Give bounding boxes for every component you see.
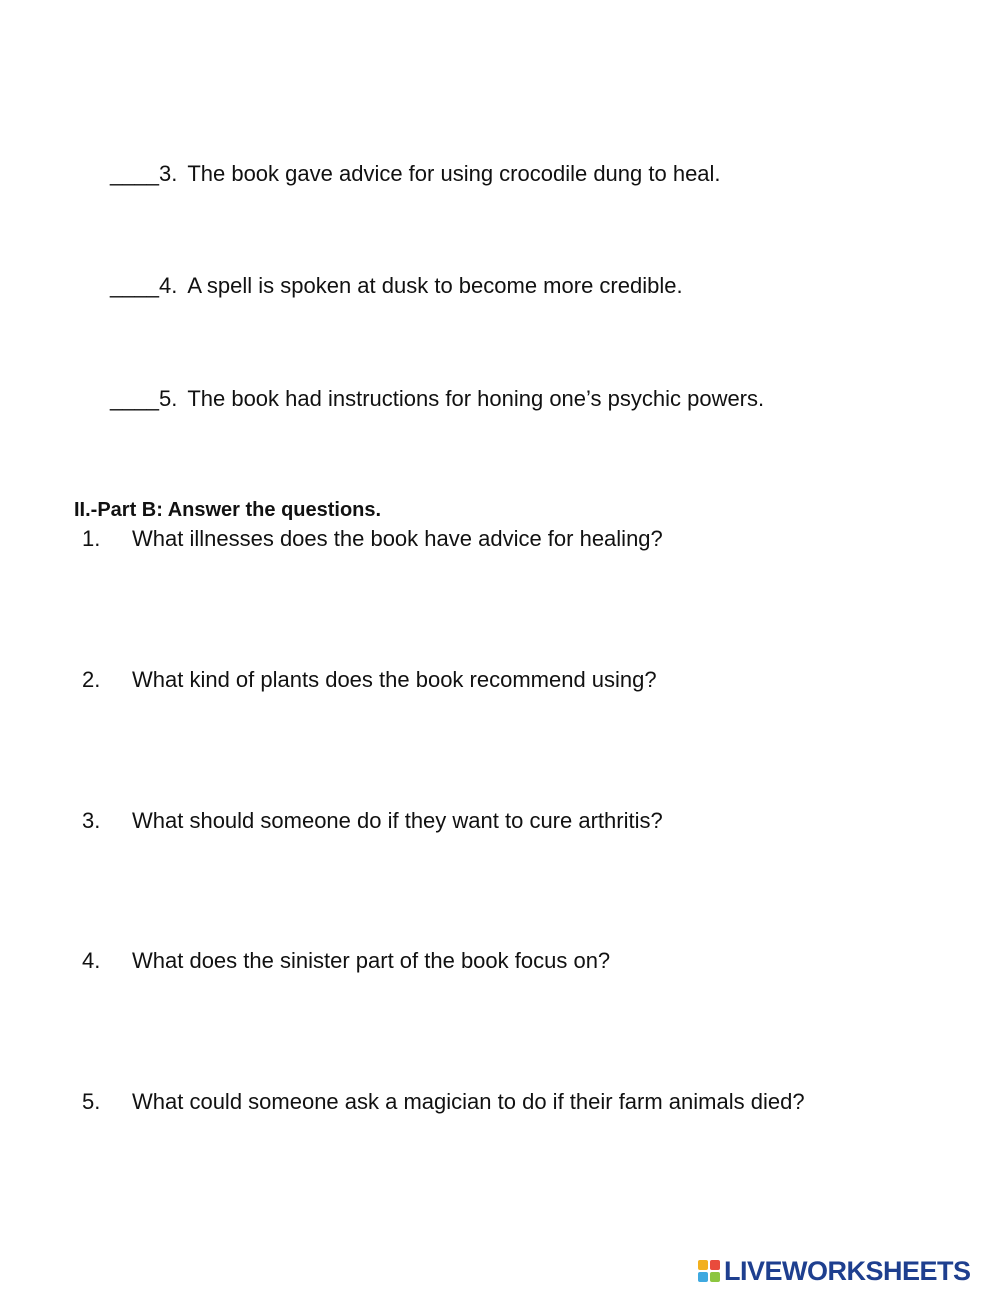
question-number: 2. (82, 667, 101, 692)
item-statement: A spell is spoken at dusk to become more credible. (187, 273, 683, 298)
question-text: What does the sinister part of the book focus on? (132, 948, 611, 973)
answer-blank[interactable]: ____ (110, 161, 159, 186)
liveworksheets-logo[interactable] (698, 1256, 971, 1286)
question-number: 4. (82, 948, 101, 973)
logo-text: LIVEWORKSHEETS (724, 1256, 971, 1286)
question-text: What illnesses does the book have advice for healing? (132, 526, 663, 551)
true-false-item-4 (110, 273, 683, 299)
answer-blank[interactable]: ____ (110, 273, 159, 298)
question-number: 5. (82, 1089, 101, 1114)
question-text: What kind of plants does the book recommend using? (132, 667, 657, 692)
question-5 (82, 1089, 805, 1115)
item-number: 3. (158, 161, 178, 186)
question-3 (82, 808, 663, 834)
logo-block (710, 1272, 720, 1282)
item-statement: The book had instructions for honing one’s psychic powers. (187, 386, 765, 411)
item-number: 5. (158, 386, 178, 411)
question-number: 1. (82, 526, 101, 551)
question-text: What could someone ask a magician to do if their farm animals died? (132, 1089, 805, 1114)
item-number: 4. (158, 273, 178, 298)
question-4 (82, 948, 610, 974)
logo-blocks-icon (698, 1260, 720, 1282)
part-b-heading: II.-Part B: Answer the questions. (74, 499, 382, 521)
logo-block (698, 1260, 708, 1270)
true-false-item-5 (110, 386, 764, 412)
question-text: What should someone do if they want to cure arthritis? (132, 808, 663, 833)
item-statement: The book gave advice for using crocodile dung to heal. (187, 161, 721, 186)
logo-block (710, 1260, 720, 1270)
question-2 (82, 667, 657, 693)
answer-blank[interactable]: ____ (110, 386, 159, 411)
logo-block (698, 1272, 708, 1282)
question-1 (82, 526, 663, 552)
question-number: 3. (82, 808, 101, 833)
true-false-item-3 (110, 161, 721, 187)
